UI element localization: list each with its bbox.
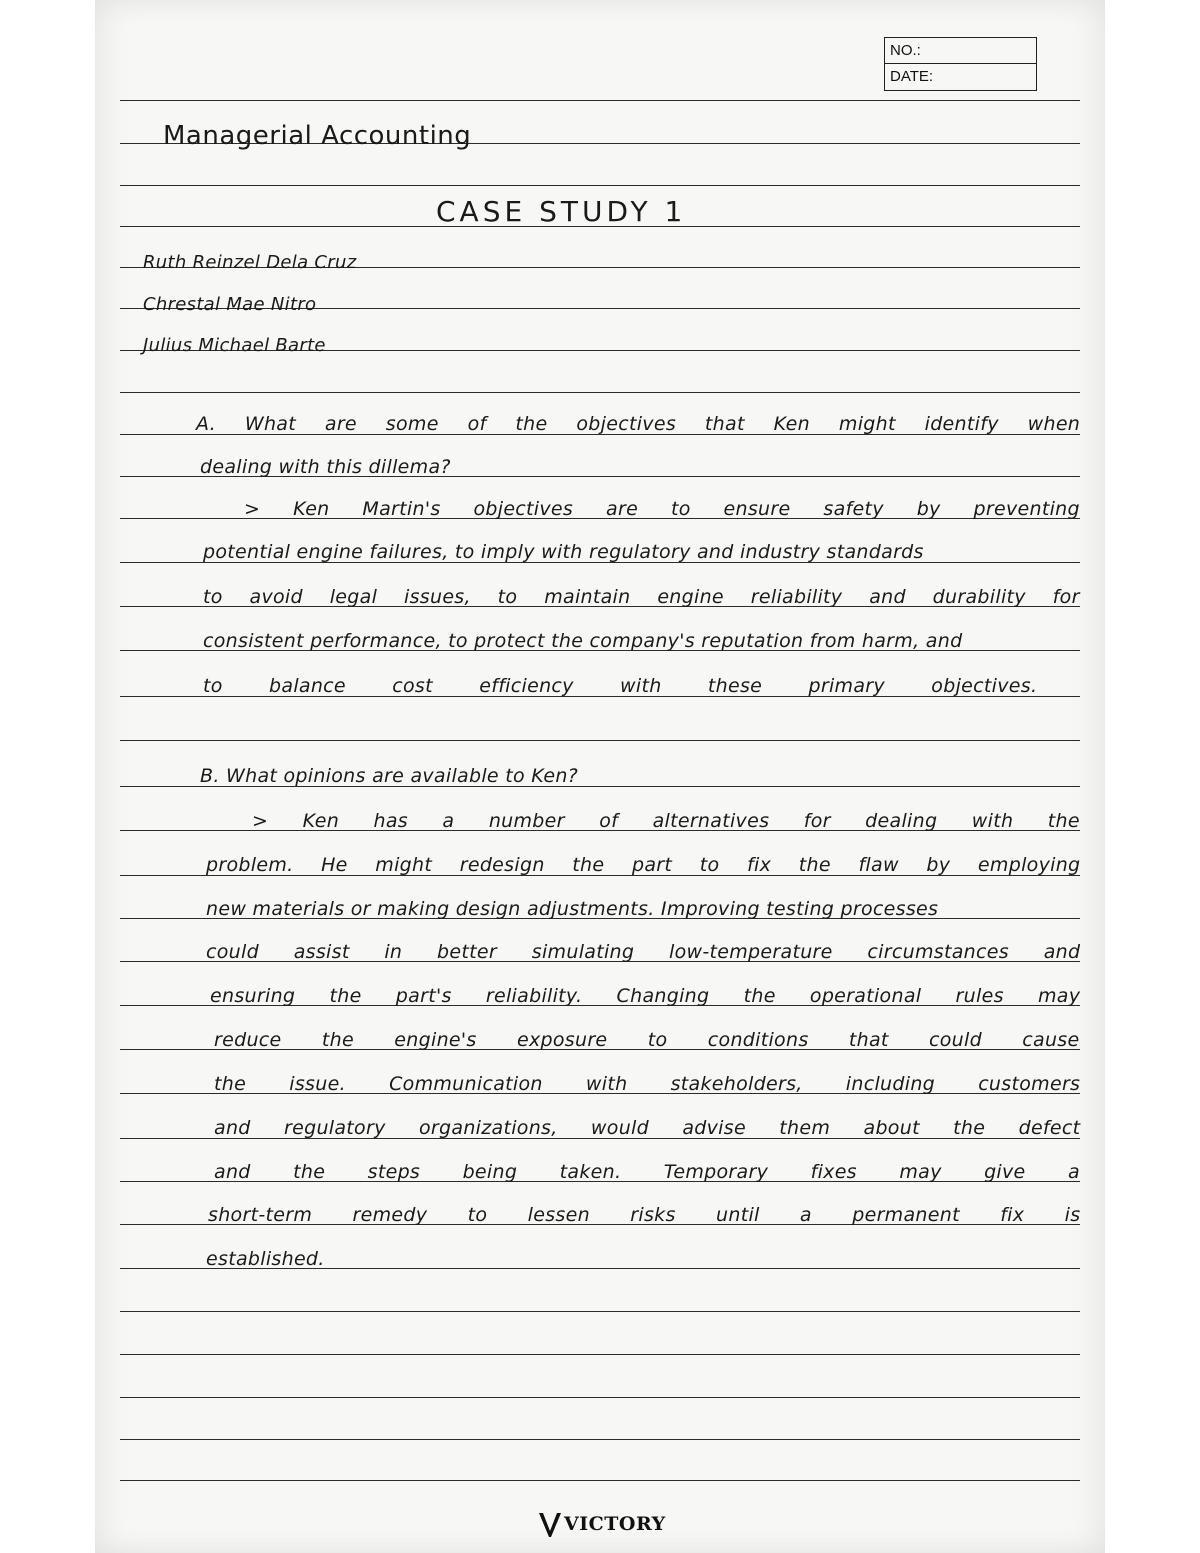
ruled-line: [120, 1354, 1080, 1355]
ruled-line: [120, 1311, 1080, 1312]
ruled-line: [120, 100, 1080, 101]
case-study-title: CASE STUDY 1: [436, 195, 687, 228]
answer-b-line: and the steps being taken. Temporary fixes may give a: [214, 1161, 1080, 1183]
author-name: Chrestal Mae Nitro: [143, 294, 317, 315]
ruled-line: [120, 1480, 1080, 1481]
answer-b-line: problem. He might redesign the part to fix the flaw by employing: [206, 854, 1081, 876]
answer-a-line: consistent performance, to protect the company's reputation from harm, and: [203, 630, 963, 652]
ruled-line: [120, 185, 1080, 186]
no-label: NO.:: [890, 42, 921, 59]
brand-name: VICTORY: [564, 1513, 666, 1535]
answer-b-line: short-term remedy to lessen risks until a permanent fix is: [208, 1204, 1081, 1226]
ruled-line: [120, 1439, 1080, 1440]
answer-b-line: established.: [206, 1248, 325, 1270]
subject-heading: Managerial Accounting: [163, 121, 472, 151]
ruled-line: [120, 740, 1080, 741]
no-date-box: [884, 37, 1037, 91]
author-name: Julius Michael Barte: [143, 335, 326, 356]
question-a-text: A. What are some of the objectives that Ken might identify when: [196, 413, 1081, 435]
victory-brand: [537, 1505, 666, 1543]
date-label: DATE:: [885, 63, 1036, 89]
answer-b-line: new materials or making design adjustments. Improving testing processes: [206, 898, 939, 920]
question-b-text: B. What opinions are available to Ken?: [200, 765, 579, 787]
answer-a-line: to avoid legal issues, to maintain engine reliability and durability for: [203, 586, 1080, 608]
answer-b-line: could assist in better simulating low-temperature circumstances and: [206, 941, 1081, 963]
answer-a-line: > Ken Martin's objectives are to ensure safety by preventing: [244, 498, 1080, 520]
ruled-line: [120, 392, 1080, 393]
author-name: Ruth Reinzel Dela Cruz: [143, 252, 357, 273]
answer-b-line: and regulatory organizations, would advise them about the defect: [214, 1117, 1081, 1139]
answer-b-line: > Ken has a number of alternatives for dealing with the: [252, 810, 1080, 832]
answer-b-line: ensuring the part's reliability. Changing the operational rules may: [210, 985, 1081, 1007]
answer-b-line: the issue. Communication with stakeholders, including customers: [214, 1073, 1081, 1095]
ruled-line: [120, 1397, 1080, 1398]
answer-b-line: reduce the engine's exposure to conditions that could cause: [214, 1029, 1080, 1051]
question-a-text: dealing with this dillema?: [200, 456, 451, 478]
answer-a-line: to balance cost efficiency with these primary objectives.: [203, 675, 1038, 697]
victory-v-logo-icon: [537, 1509, 563, 1539]
answer-a-line: potential engine failures, to imply with regulatory and industry standards: [203, 541, 924, 563]
